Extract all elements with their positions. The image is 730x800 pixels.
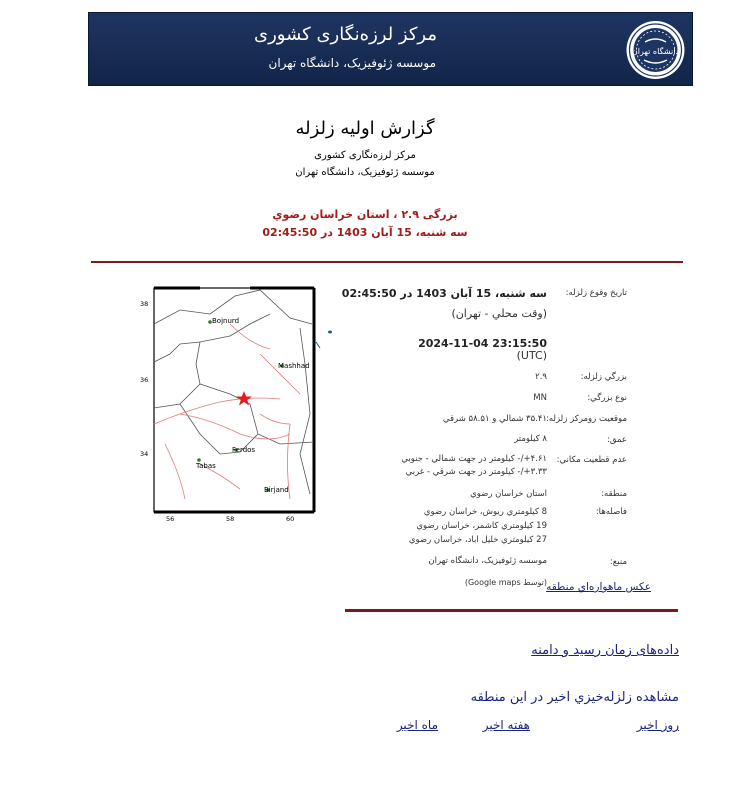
report-date: سه شنبه، 15 آبان 1403 در 02:45:50: [262, 226, 468, 239]
university-logo-icon[interactable]: [625, 20, 686, 80]
mag-type-label: نوع بزرگي:: [587, 393, 627, 403]
time-local-note: (وقت محلي - تهران): [451, 307, 547, 320]
report-title: گزارش اولیه زلزله: [295, 118, 435, 139]
map-city-tabas: Tabas: [196, 462, 216, 470]
recent-month-link[interactable]: ماه اخير: [396, 718, 438, 732]
report-institute: موسسه ژئوفیزیک، دانشگاه تهران: [295, 167, 435, 178]
time-utc: 2024-11-04 23:15:50: [418, 337, 547, 350]
recent-week-link[interactable]: هفته اخير: [482, 718, 530, 732]
source-label: منبع:: [609, 557, 627, 567]
uncertainty-ns: ۴.۶۱+/- کيلومتر در جهت شمالي - جنوبي: [401, 454, 547, 464]
map-lon-56: 56: [166, 515, 175, 522]
map-city-ferdos: Ferdos: [232, 446, 256, 454]
map-city-bojnurd: Bojnurd: [212, 317, 240, 325]
satellite-image-link[interactable]: عکس ماهواره‌اي منطقه: [546, 581, 651, 593]
header-title: مرکز لرزه‌نگاری کشوری: [254, 24, 437, 45]
recent-seismicity-title: مشاهده زلزله‌خيزي اخير در اين منطقه: [470, 690, 679, 705]
header-subtitle: موسسه ژئوفیزیک، دانشگاه تهران: [268, 56, 436, 70]
time-local: سه شنبه، 15 آبان 1403 در 02:45:50: [341, 287, 547, 300]
divider: [91, 261, 683, 263]
divider: [345, 609, 678, 612]
uncertainty-label: عدم قطعيت مکاني:: [556, 455, 627, 465]
distances-label: فاصله‌ها:: [595, 507, 627, 517]
map-city-birjand: Birjand: [264, 486, 289, 494]
depth-value: ۸ کيلومتر: [514, 434, 547, 444]
magnitude-label: بزرگي زلزله:: [580, 372, 627, 382]
time-label: تاریخ وقوع زلزله:: [565, 288, 627, 298]
mag-type-value: MN: [533, 393, 547, 403]
distance-item: 8 کيلومتري ريوش، خراسان رضوي: [423, 507, 547, 517]
source-value: موسسه ژئوفيزيک، دانشگاه تهران: [428, 556, 547, 566]
uncertainty-ew: ۳.۳۳+/- کيلومتر در جهت شرقي - غربي: [405, 467, 547, 477]
map-lon-58: 58: [226, 515, 235, 522]
map-lat-34: 34: [140, 450, 149, 458]
recent-day-link[interactable]: روز اخير: [636, 718, 679, 732]
report-magnitude: بزرگی ۲.۹ ، استان خراسان رضوي: [272, 208, 458, 221]
location-value: ۳۵.۴۱ شمالي و ۵۸.۵۱ شرقي: [442, 414, 547, 424]
magnitude-value: ۲.۹: [535, 372, 547, 382]
map-lat-38: 38: [140, 300, 149, 308]
satellite-note: (توسط Google maps): [464, 578, 547, 587]
time-utc-note: (UTC): [516, 349, 547, 362]
region-value: استان خراسان رضوي: [470, 489, 547, 499]
distance-item: 27 کيلومتري خليل اباد، خراسان رضوي: [408, 535, 547, 545]
epicenter-map: [140, 284, 334, 522]
depth-label: عمق:: [607, 435, 627, 445]
logo-text: دانشگاه تهران: [631, 47, 680, 56]
map-lon-60: 60: [286, 515, 295, 522]
region-label: منطقه:: [601, 489, 627, 499]
map-city-mashhad: Mashhad: [278, 362, 310, 370]
distance-item: 19 کيلومتري کاشمر، خراسان رضوي: [416, 521, 547, 531]
timing-amplitude-data-link[interactable]: داده‌های زمان رسید و دامنه: [531, 643, 679, 658]
report-org: مرکز لرزه‌نگاری کشوری: [314, 150, 416, 161]
map-lat-36: 36: [140, 376, 149, 384]
location-label: موقعيت رومرکز زلزله:: [545, 414, 627, 424]
header-banner: [88, 12, 693, 86]
